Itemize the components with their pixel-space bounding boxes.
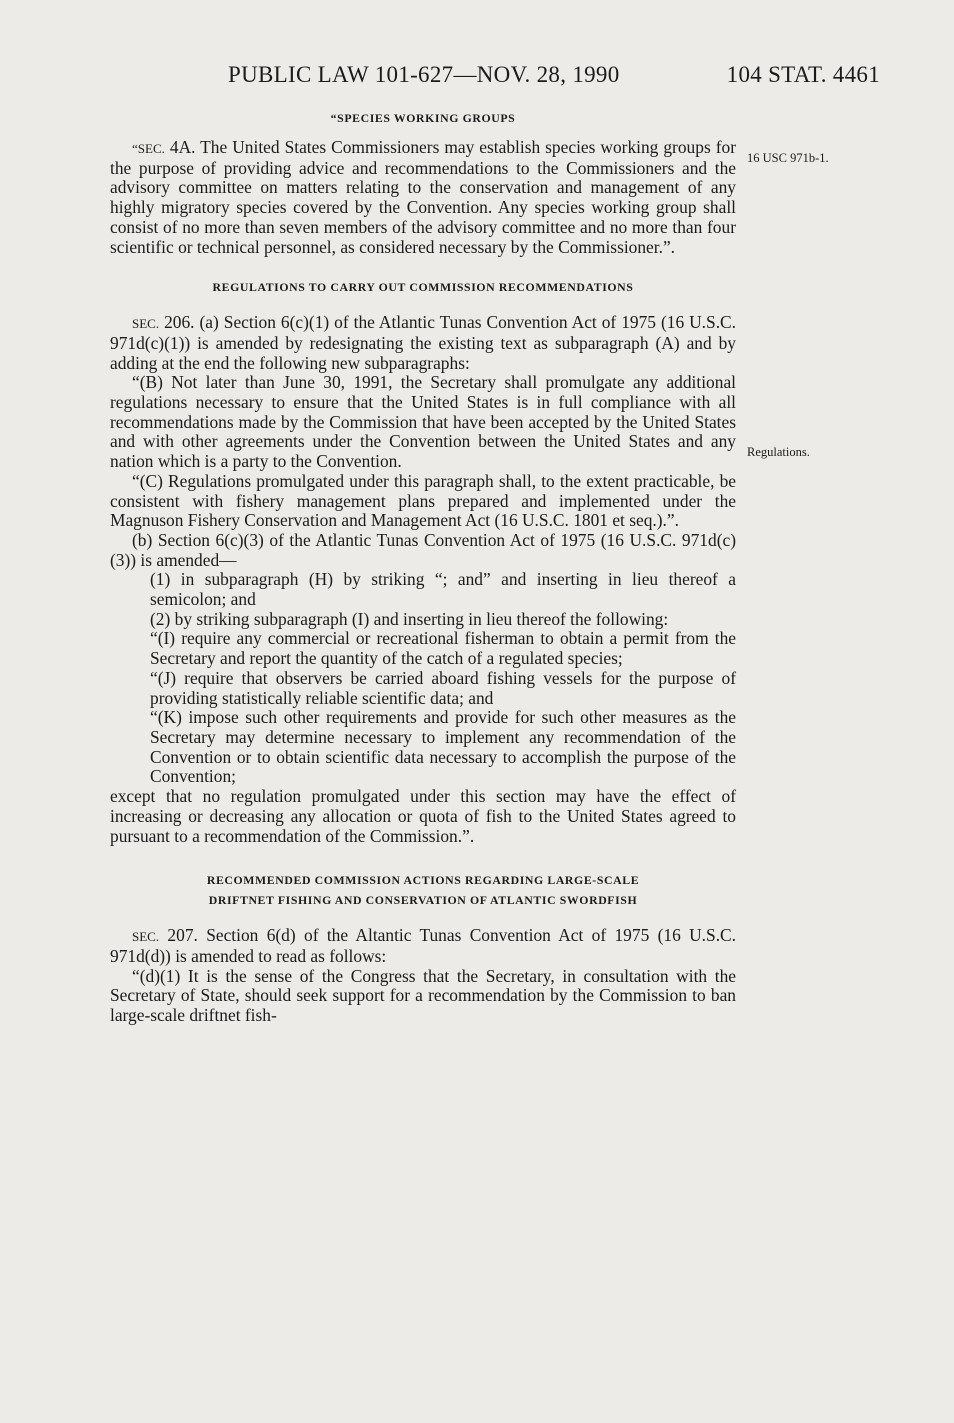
paragraph-item-k: “(K) impose such other requirements and provide for such other measures as the Secretary may determine necessary to implement any recommendation of the Convention or to obtain scientific data necessary to accomplish the purpose of the Convention; — [150, 707, 736, 787]
paragraph-item-j: “(J) require that observers be carried aboard fishing vessels for the purpose of providing statistically reliable scientific data; and — [150, 667, 736, 708]
paragraph-b: “(B) Not later than June 30, 1991, the Secretary shall promulgate any additional regulations necessary to ensure that the United States is in full compliance with all recommendations made by the Commission that have been accepted by the United States and with other agreements under the Convention between the United States and any nation which is a party to the Convention. — [110, 372, 736, 472]
paragraph-sec-206 — [110, 313, 736, 373]
paragraph-text: 4A. The United States Commissioners may establish species working groups for the purpose of providing advice and recommendations to the Commissioners and the advisory committee on matters relating to the conservation and management of any highly migratory species covered by the Convention. Any species working group shall consist of no more than seven members of the advisory committee and no more than four scientific or technical personnel, as considered necessary by the Commissioner.”. — [110, 137, 736, 257]
margin-note-regulations: Regulations. — [747, 445, 810, 459]
paragraph-d1: “(d)(1) It is the sense of the Congress that the Secretary, in consultation with the Secretary of State, should seek support for a recommendation by the Commission to ban large-scale driftnet fish- — [110, 965, 736, 1026]
paragraph-c: “(C) Regulations promulgated under this paragraph shall, to the extent practicable, be consistent with fishery management plans prepared and implemented under the Magnuson Fishery Conservation and Management Act (16 U.S.C. 1801 et seq.).”. — [110, 470, 736, 531]
heading-driftnet-2: DRIFTNET FISHING AND CONSERVATION OF ATLANTIC SWORDFISH — [208, 893, 638, 908]
paragraph-sec-6c3: (b) Section 6(c)(3) of the Atlantic Tunas Convention Act of 1975 (16 U.S.C. 971d(c)(3)) is amended— — [110, 529, 736, 570]
section-label: SEC. — [132, 316, 160, 332]
paragraph-text: 207. Section 6(d) of the Altantic Tunas Convention Act of 1975 (16 U.S.C. 971d(d)) is amended to read as follows: — [110, 925, 736, 966]
paragraph-sec-207 — [110, 926, 736, 966]
public-law-citation: PUBLIC LAW 101-627—NOV. 28, 1990 — [228, 62, 620, 87]
body-text — [110, 108, 736, 1026]
heading-regulations: REGULATIONS TO CARRY OUT COMMISSION RECOMMENDATIONS — [212, 280, 634, 295]
heading-species-working-groups: “SPECIES WORKING GROUPS — [330, 111, 516, 125]
paragraph-text: 206. (a) Section 6(c)(1) of the Atlantic Tunas Convention Act of 1975 (16 U.S.C. 971d(c)(1)) is amended by redesignating the existing text as subparagraph (A) and by adding at the end the following new subparagraphs: — [110, 312, 736, 373]
paragraph-item-i: “(I) require any commercial or recreational fisherman to obtain a permit from the Secretary and report the quantity of the catch of a regulated species; — [150, 628, 736, 669]
statute-page-number: 104 STAT. 4461 — [726, 62, 880, 87]
heading-driftnet-1: RECOMMENDED COMMISSION ACTIONS REGARDING LARGE-SCALE — [206, 873, 640, 888]
section-label: SEC. — [132, 929, 160, 945]
paragraph-sec-4a — [110, 138, 736, 257]
margin-note-usc: 16 USC 971b-1. — [747, 151, 829, 165]
section-label: “SEC. — [132, 141, 165, 156]
paragraph-item-1: (1) in subparagraph (H) by striking “; and” and inserting in lieu thereof a semicolon; and — [150, 569, 736, 610]
paragraph-except: except that no regulation promulgated under this section may have the effect of increasing or decreasing any allocation or quota of fish to the United States agreed to pursuant to a recommendation of the Commission.”. — [110, 786, 736, 846]
paragraph-item-2: (2) by striking subparagraph (I) and inserting in lieu thereof the following: — [150, 608, 669, 629]
